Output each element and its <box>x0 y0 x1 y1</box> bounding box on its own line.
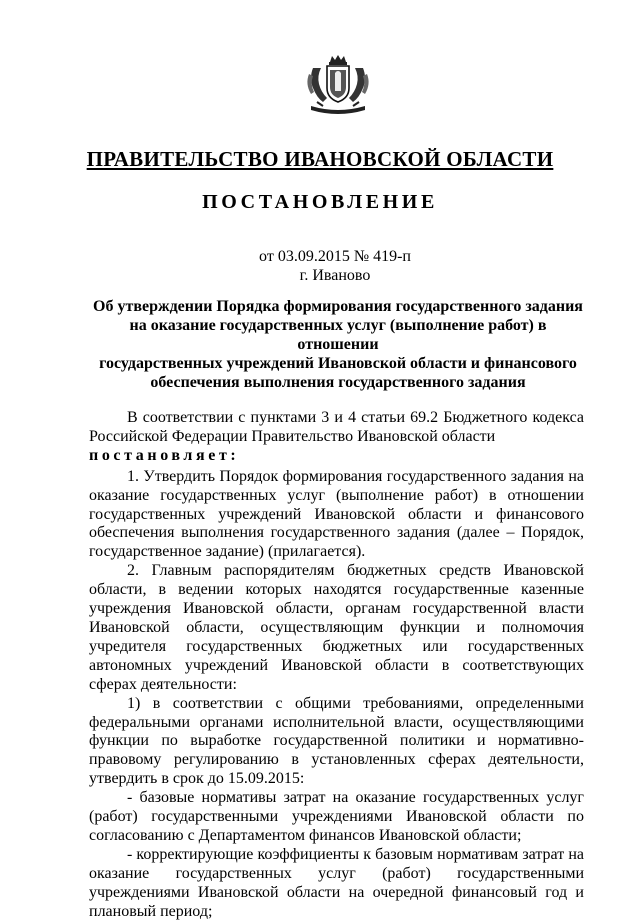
subject-line: Об утверждении Порядка формирования государственного задания <box>93 298 583 315</box>
resolves-word <box>89 447 584 466</box>
document-body <box>89 409 584 921</box>
paragraph-2-item-1-dash-1: - базовые нормативы затрат на оказание государственных услуг (работ) государственными учреждениями Ивановской области по согласованию с Департаментом финансов Ивановской области; <box>89 789 584 844</box>
government-title-text: ПРАВИТЕЛЬСТВО ИВАНОВСКОЙ ОБЛАСТИ <box>86 147 554 171</box>
city: г. Иваново <box>299 267 371 284</box>
paragraph-1: 1. Утвердить Порядок формирования государственного задания на оказание государственных услуг (выполнение работ) в отношении государственных учреждений Ивановской области и финансового обеспечения выполнения государственного задания (далее – Порядок, государственное задание) (прилагается). <box>89 467 584 561</box>
coat-of-arms-emblem <box>299 54 377 120</box>
paragraph-2-item-1-dash-2: - корректирующие коэффициенты к базовым нормативам затрат на оказание государственных услуг (работ) государственными учреждениями Ивановской области на очередной финансовый год и плановый период; <box>89 845 584 920</box>
preamble-paragraph: В соответствии с пунктами 3 и 4 статьи 69.2 Бюджетного кодекса Российской Федерации Правительство Ивановской области <box>89 409 584 445</box>
subject-line: государственных учреждений Ивановской области и финансового <box>99 355 577 372</box>
subject-line: на оказание государственных услуг (выполнение работ) в отношении <box>129 317 547 353</box>
document-subject <box>88 297 588 392</box>
paragraph-2-item-1: 1) в соответствии с общими требованиями, определенными федеральными органами исполнительной власти, осуществляющими функции по выработке государственной политики и нормативно-правовому регулированию в установленных сферах деятельности, утвердить в срок до 15.09.2015: <box>89 694 584 788</box>
resolves-text: постановляет: <box>89 446 240 464</box>
subject-line: обеспечения выполнения государственного задания <box>150 374 526 391</box>
date-and-number: от 03.09.2015 № 419-п <box>259 248 411 265</box>
document-type: ПОСТАНОВЛЕНИЕ <box>202 191 438 213</box>
government-title <box>0 146 640 172</box>
paragraph-2: 2. Главным распорядителям бюджетных средств Ивановской области, в ведении которых находятся государственные казенные учреждения Ивановской области, органам государственной власти Ивановской области, осуществляющим функции и полномочия учредителя государственных бюджетных или государственных автономных учреждений Ивановской области в соответствующих сферах деятельности: <box>89 562 584 693</box>
